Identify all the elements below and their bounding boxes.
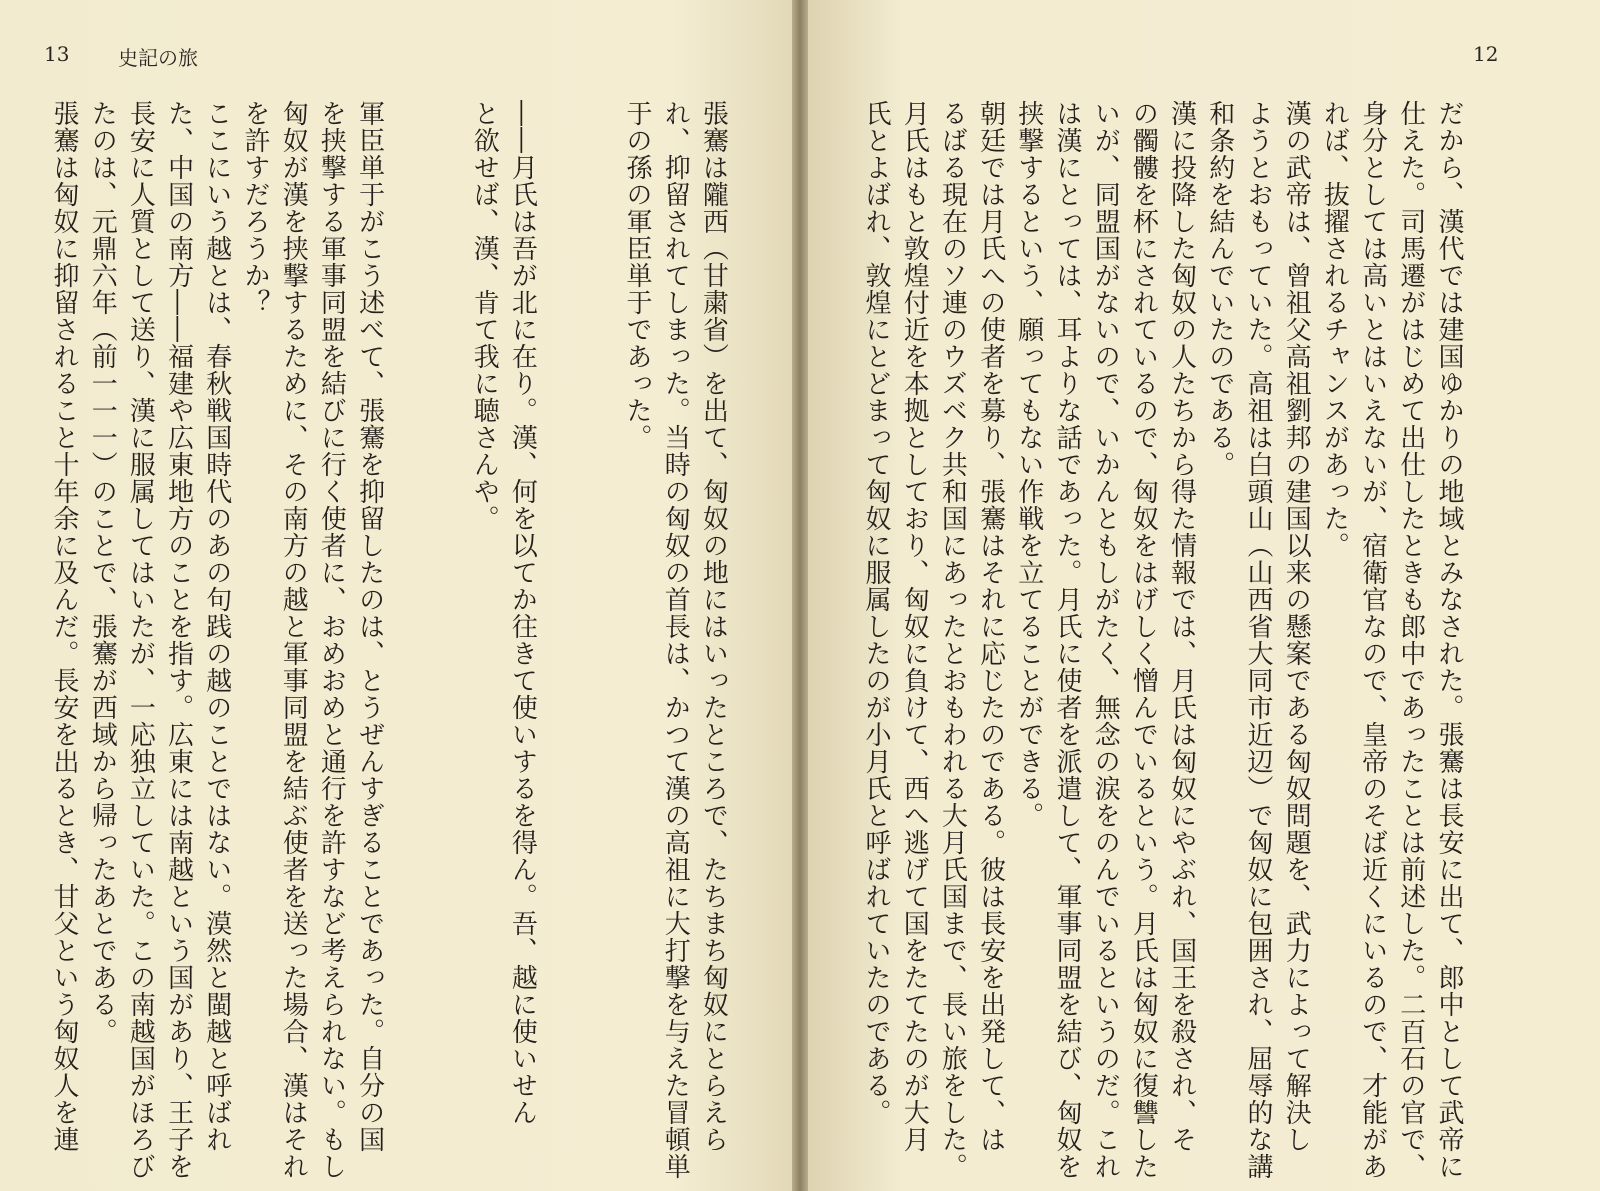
text-column: の髑髏を杯にされているので、匈奴をはげしく憎んでいるという。月氏は匈奴に復讐した [1128,100,1159,1180]
text-column: 漢に投降した匈奴の人たちから得た情報では、月氏は匈奴にやぶれ、国王を殺され、そ [1166,100,1197,1153]
text-column: だから、漢代では建国ゆかりの地域とみなされた。張騫は長安に出て、郎中として武帝に [1434,100,1464,1180]
page-number: 13 [44,42,70,66]
text-column: を挟撃する軍事同盟を結びに行く使者に、おめおめと通行を許すなど考えられない。もし [316,100,347,1180]
left-page [0,0,792,1191]
text-column: ――月氏は吾が北に在り。漢、何を以てか往きて使いするを得ん。吾、越に使いせん [507,100,538,1126]
text-column: 挟撃するという、願ってもない作戦を立てることができる。 [1013,100,1044,829]
text-column: 朝廷では月氏への使者を募り、張騫はそれに応じたのである。彼は長安を出発して、は [975,100,1006,1153]
text-column: 匈奴が漢を挟撃するために、その南方の越と軍事同盟を結ぶ使者を送った場合、漢はそれ [278,100,309,1180]
text-column: るばる現在のソ連のウズベク共和国にあったとおもわれる大月氏国まで、長い旅をした。 [937,100,968,1180]
running-title: 史記の旅 [118,46,198,70]
text-column: 張騫は隴西（甘粛省）を出て、匈奴の地にはいったところで、たちまち匈奴にとらえら [698,100,729,1153]
page-number: 12 [1473,42,1499,66]
text-column: 仕えた。司馬遷がはじめて出仕したときも郎中であったことは前述した。二百石の官で、 [1395,100,1426,1180]
text-column: 軍臣単于がこう述べて、張騫を抑留したのは、とうぜんすぎることであった。自分の国 [354,100,385,1153]
text-column: た、中国の南方――福建や広東地方のことを指す。広東には南越という国があり、王子を [163,100,194,1180]
text-column: 身分としては高いとはいえないが、宿衛官なので、皇帝のそば近くにいるので、才能があ [1357,100,1388,1180]
book-gutter [792,0,808,1191]
text-column: を許すだろうか？ [240,100,270,316]
text-column: いが、同盟国がないので、いかんともしがたく、無念の涙をのんでいるというのだ。これ [1090,100,1121,1180]
text-column: 漢の武帝は、曾祖父高祖劉邦の建国以来の懸案である匈奴問題を、武力によって解決し [1281,100,1312,1153]
text-column: と欲せば、漢、肯て我に聴さんや。 [469,100,500,532]
text-column: 月氏はもと敦煌付近を本拠としており、匈奴に負けて、西へ逃げて国をたてたのが大月 [899,100,930,1153]
text-column: 張騫は匈奴に抑留されること十年余に及んだ。長安を出るとき、甘父という匈奴人を連 [49,100,79,1153]
text-column: は漢にとっては、耳よりな話であった。月氏に使者を派遣して、軍事同盟を結び、匈奴を [1052,100,1082,1180]
text-column: ようとおもっていた。高祖は白頭山（山西省大同市近辺）で匈奴に包囲され、屈辱的な講 [1243,100,1273,1180]
text-column: 氏とよばれ、敦煌にとどまって匈奴に服属したのが小月氏と呼ばれていたのである。 [861,100,891,1126]
text-column: れば、抜擢されるチャンスがあった。 [1319,100,1350,559]
text-column: 和条約を結んでいたのである。 [1204,100,1235,478]
text-column: 長安に人質として送り、漢に服属してはいたが、一応独立していた。この南越国がほろび [125,100,156,1180]
text-column: 于の孫の軍臣単于であった。 [622,100,652,451]
text-column: たのは、元鼎六年（前一一一）のことで、張騫が西域から帰ったあとである。 [87,100,118,1045]
text-column: ここにいう越とは、春秋戦国時代のあの句践の越のことではない。漠然と閩越と呼ばれ [201,100,232,1153]
right-page [808,0,1600,1191]
text-column: れ、抑留されてしまった。当時の匈奴の首長は、かつて漢の高祖に大打撃を与えた冒頓単 [660,100,691,1180]
